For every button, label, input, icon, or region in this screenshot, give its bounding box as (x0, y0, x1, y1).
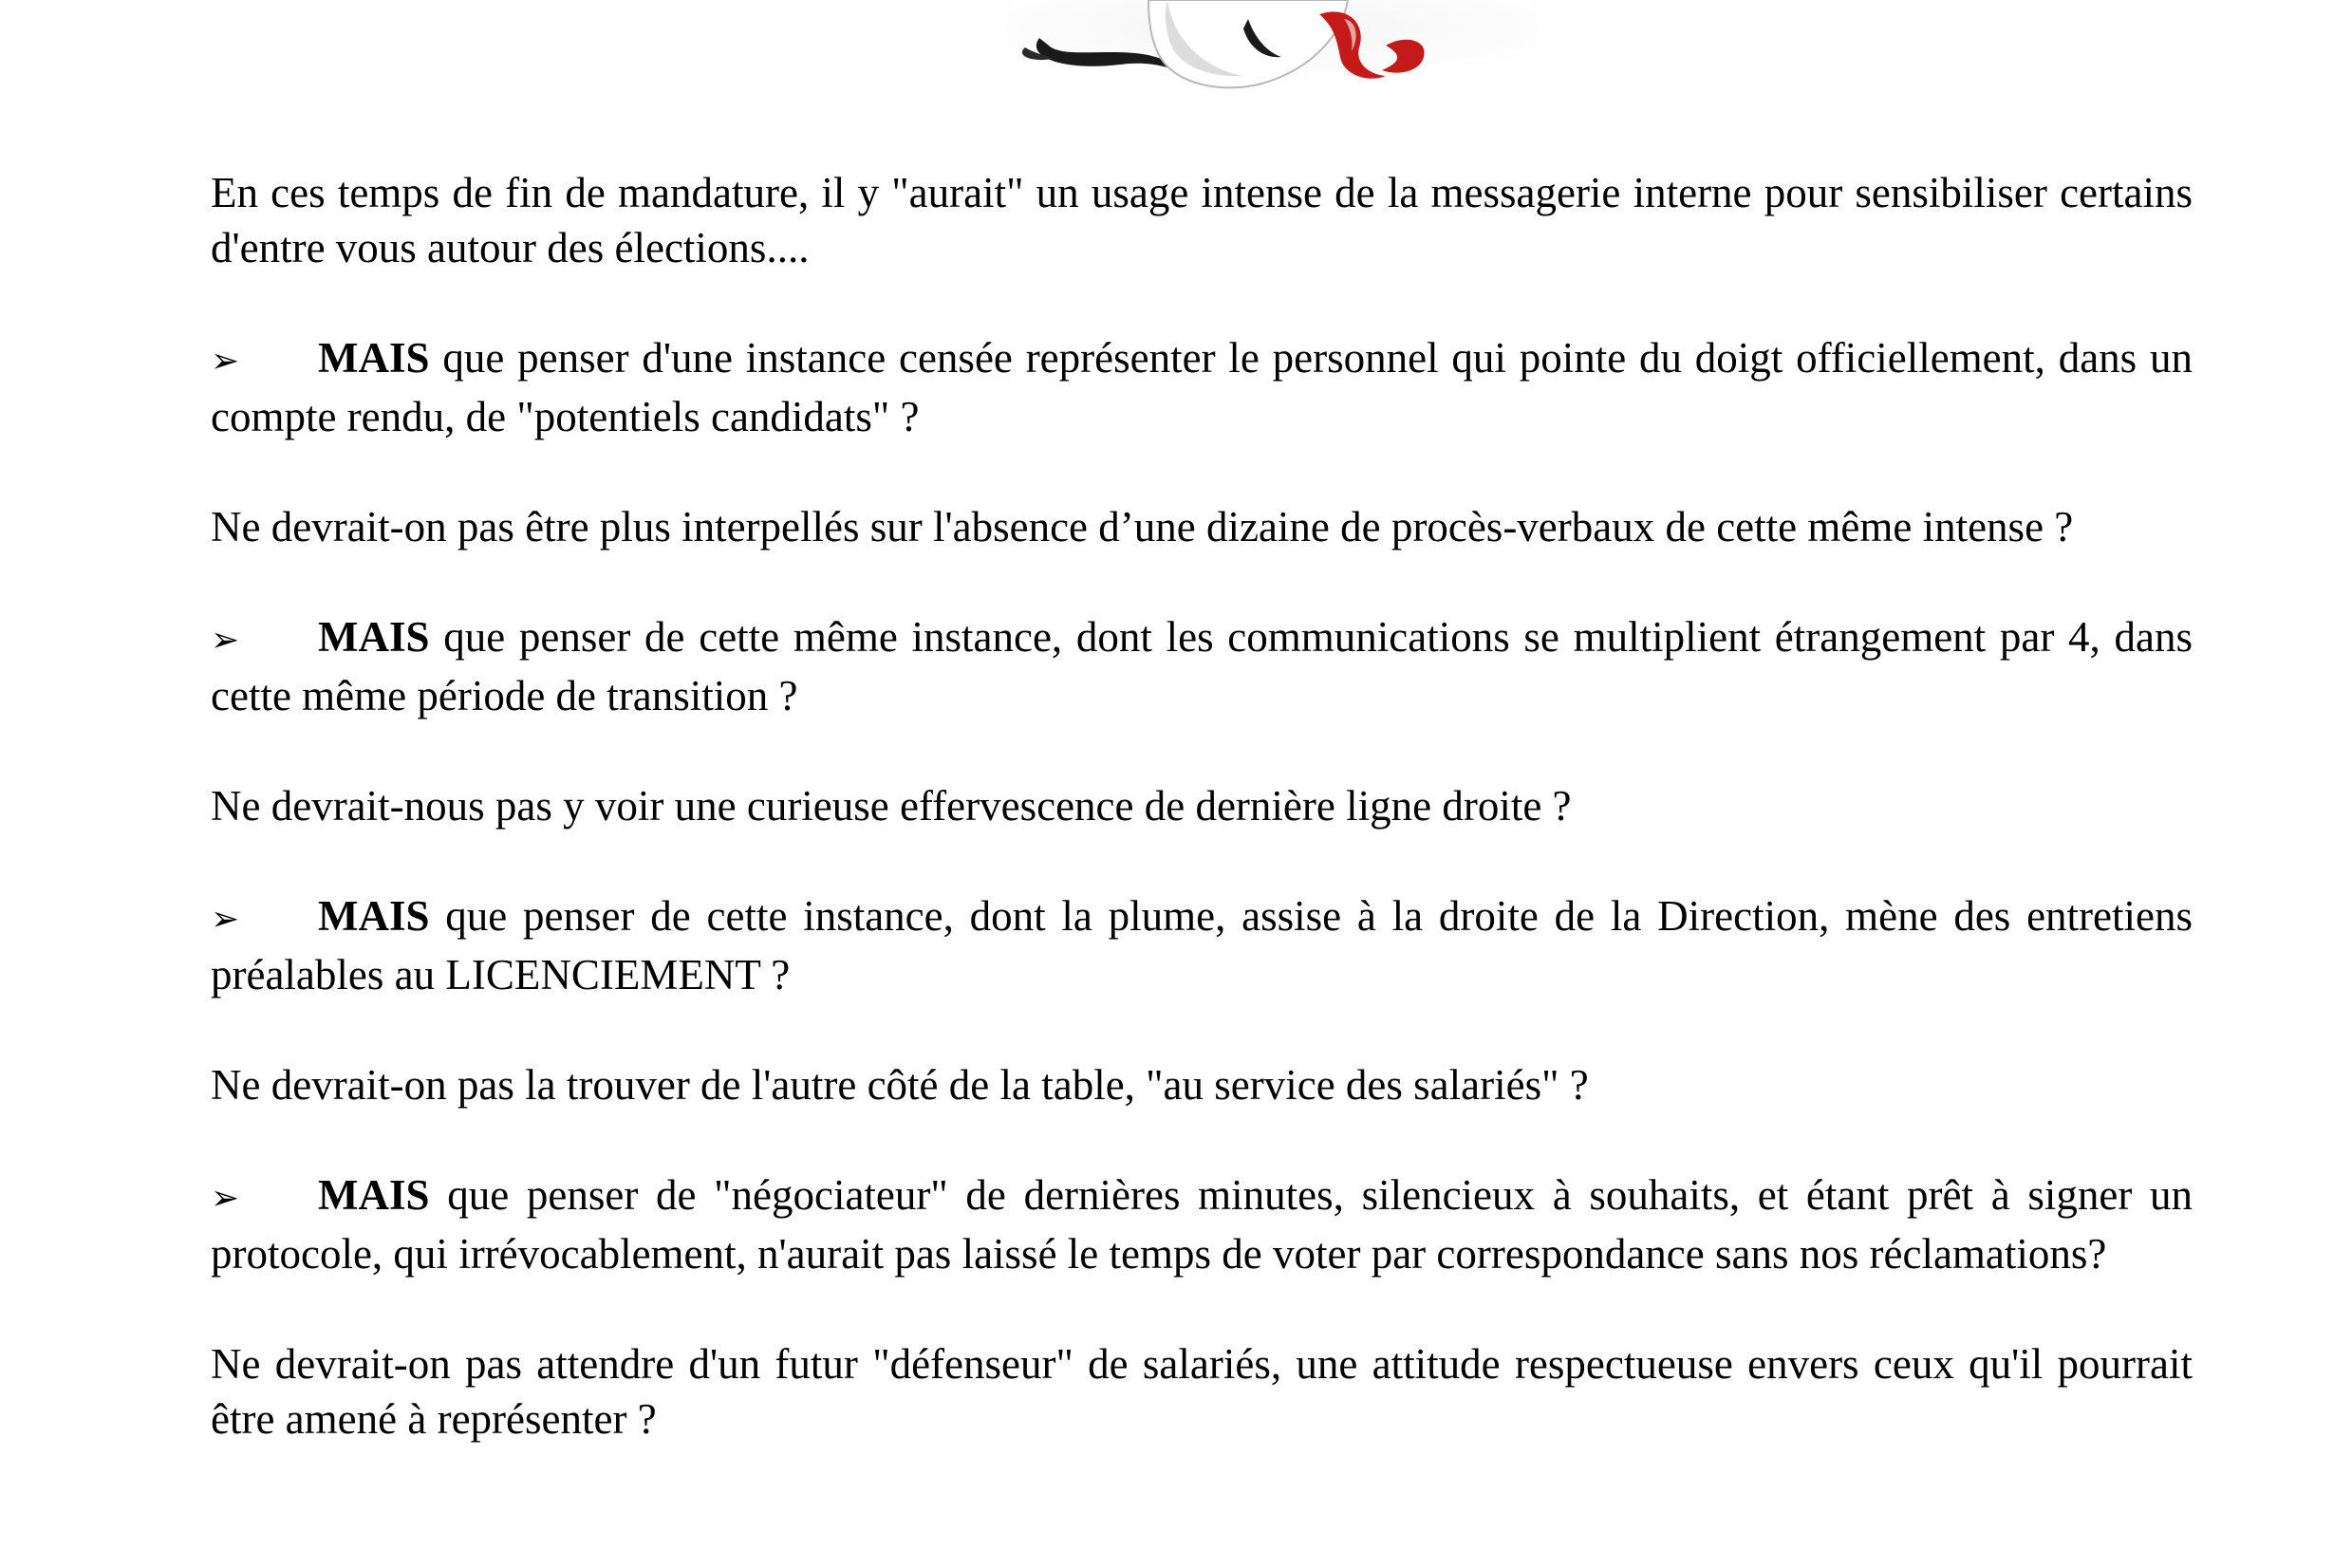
bullet-paragraph (211, 1167, 2193, 1281)
paragraph-text: que penser de "négociateur" de dernières minutes, silencieux à souhaits, et étant prêt à signer un protocole, qui irrévocablement, n'aurait pas laissé le temps de voter par correspondance sans nos réclamations? (211, 1171, 2193, 1278)
paragraph-text: que penser d'une instance censée représenter le personnel qui pointe du doigt officiellement, dans un compte rendu, de "potentiels candidats" ? (211, 334, 2193, 440)
keyword-mais: MAIS (318, 892, 430, 940)
paragraph-text: Ne devrait-nous pas y voir une curieuse effervescence de dernière ligne droite ? (211, 782, 1572, 830)
bullet-paragraph (211, 330, 2193, 444)
paragraph-text: En ces temps de fin de mandature, il y "aurait" un usage intense de la messagerie interne pour sensibiliser certains d'entre vous autour des élections.... (211, 169, 2193, 271)
paragraph-text: que penser de cette instance, dont la plume, assise à la droite de la Direction, mène des entretiens préalables au LICENCIEMENT ? (211, 892, 2193, 999)
paragraph-text: Ne devrait-on pas la trouver de l'autre côté de la table, "au service des salariés" ? (211, 1061, 1589, 1109)
arrow-bullet-icon: ➢ (211, 900, 240, 939)
paragraph-text: que penser de cette même instance, dont les communications se multiplient étrangement par 4, dans cette même période de transition ? (211, 613, 2193, 719)
arrow-bullet-icon: ➢ (211, 621, 240, 660)
bullet-paragraph (211, 609, 2193, 723)
keyword-mais: MAIS (318, 334, 430, 382)
bullet-paragraph (211, 888, 2193, 1002)
paragraph (211, 1057, 2193, 1112)
arrow-bullet-icon: ➢ (211, 1179, 240, 1218)
letter-body (211, 165, 2193, 1502)
paragraph (211, 1336, 2193, 1447)
keyword-mais: MAIS (318, 1171, 430, 1219)
paragraph-text: Ne devrait-on pas être plus interpellés sur l'absence d’une dizaine de procès-verbaux de cette même intense ? (211, 503, 2074, 551)
theatre-masks-icon (1006, 0, 1538, 90)
paragraph (211, 165, 2193, 275)
paragraph-text: Ne devrait-on pas attendre d'un futur "défenseur" de salariés, une attitude respectueuse envers ceux qu'il pourrait être amené à représenter ? (211, 1340, 2193, 1443)
paragraph (211, 499, 2193, 554)
keyword-mais: MAIS (318, 613, 430, 661)
arrow-bullet-icon: ➢ (211, 342, 240, 381)
paragraph (211, 778, 2193, 833)
